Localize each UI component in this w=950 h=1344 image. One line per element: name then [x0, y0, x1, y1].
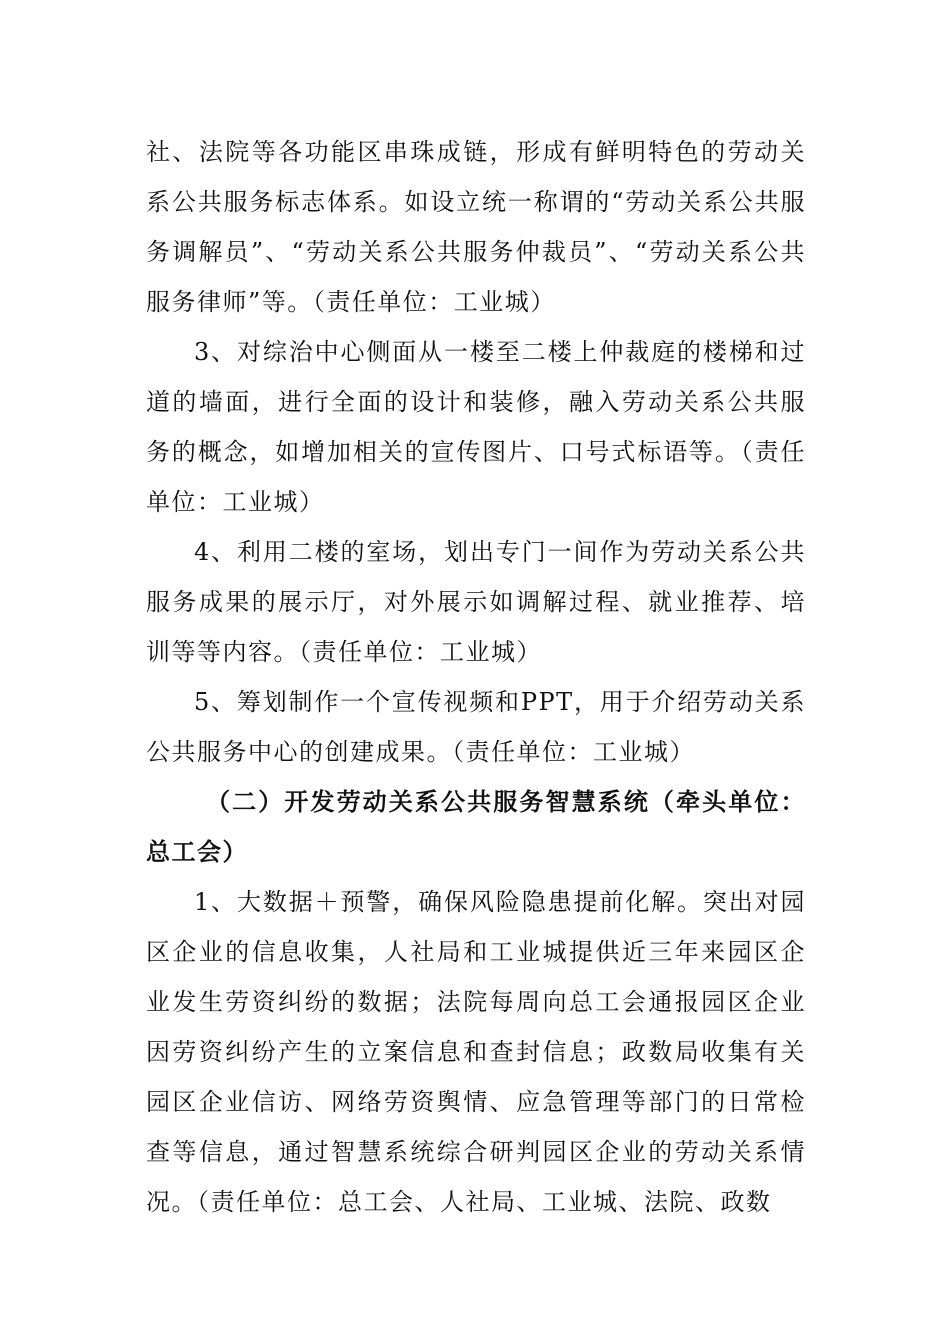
paragraph-item-5: 5、筹划制作一个宣传视频和PPT，用于介绍劳动关系公共服务中心的创建成果。（责任单位：工业城） [146, 688, 806, 766]
section-heading: （二）开发劳动关系公共服务智慧系统（牵头单位：总工会） [146, 787, 806, 866]
paragraph-continuation: 社、法院等各功能区串珠成链，形成有鲜明特色的劳动关系公共服务标志体系。如设立统一称谓的“劳动关系公共服务调解员”、“劳动关系公共服务仲裁员”、“劳动关系公共服务律师”等。（责任单位：工业城） [146, 138, 806, 316]
paragraph-item-3: 3、对综治中心侧面从一楼至二楼上仲裁庭的楼梯和过道的墙面，进行全面的设计和装修，融入劳动关系公共服务的概念，如增加相关的宣传图片、口号式标语等。（责任单位：工业城） [146, 338, 806, 516]
document-body [146, 127, 806, 1227]
paragraph-item-1: 1、大数据＋预警，确保风险隐患提前化解。突出对园区企业的信息收集，人社局和工业城提供近三年来园区企业发生劳资纠纷的数据；法院每周向总工会通报园区企业因劳资纠纷产生的立案信息和查封信息；政数局收集有关园区企业信访、网络劳资舆情、应急管理等部门的日常检查等信息，通过智慧系统综合研判园区企业的劳动关系情况。（责任单位：总工会、人社局、工业城、法院、政数 [146, 888, 806, 1216]
paragraph-item-4: 4、利用二楼的室场，划出专门一间作为劳动关系公共服务成果的展示厅，对外展示如调解过程、就业推荐、培训等等内容。（责任单位：工业城） [146, 538, 806, 666]
